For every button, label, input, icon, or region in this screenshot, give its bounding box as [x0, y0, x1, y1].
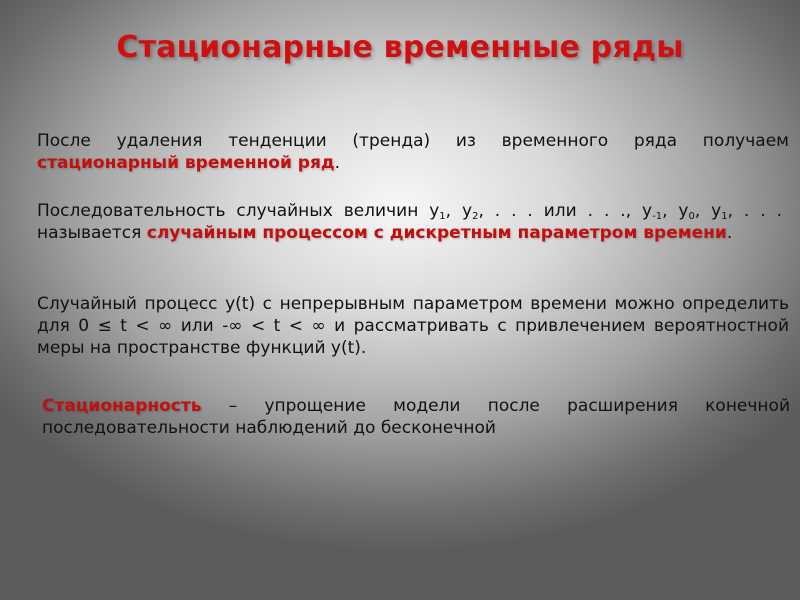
paragraph-stationarity	[42, 395, 790, 439]
p2-sub-2: 2	[472, 211, 479, 222]
p2-sub-5: 1	[721, 211, 728, 222]
p2-lead: Последовательность случайных величин y	[37, 201, 440, 221]
p2-t2: , . . . или . . ., y	[478, 201, 653, 221]
p1-text: После удаления тенденции (тренда) из временного ряда получаем	[37, 131, 789, 151]
p2-highlight: случайным процессом с дискретным параметром времени	[146, 223, 727, 243]
p3-text: Случайный процесс y(t) с непрерывным параметром времени можно определить для 0 ≤ t < ∞ или -∞ < t < ∞ и рассматривать с привлечением вероятностной меры на пространстве функций y(t).	[37, 294, 789, 358]
p1-end: .	[334, 153, 341, 173]
paragraph-continuous-process	[37, 293, 789, 359]
p2-t5: , . . . называется	[37, 201, 782, 243]
paragraph-trend-removal	[37, 130, 789, 174]
p2-end: .	[726, 223, 733, 243]
p2-t4: , y	[694, 201, 722, 221]
paragraph-random-sequence	[37, 200, 782, 244]
slide-title: Стационарные временные ряды	[116, 30, 684, 65]
p2-sub-3: -1	[652, 211, 663, 222]
p4-text: – упрощение модели после расширения конечной последовательности наблюдений до бесконечной	[42, 396, 790, 438]
p2-sub-4: 0	[688, 211, 695, 222]
p2-t1: , y	[445, 201, 473, 221]
p1-highlight: стационарный временной ряд	[37, 153, 335, 173]
p2-t3: , y	[662, 201, 689, 221]
p4-highlight: Стационарность	[42, 396, 202, 416]
p2-sub-1: 1	[439, 211, 446, 222]
